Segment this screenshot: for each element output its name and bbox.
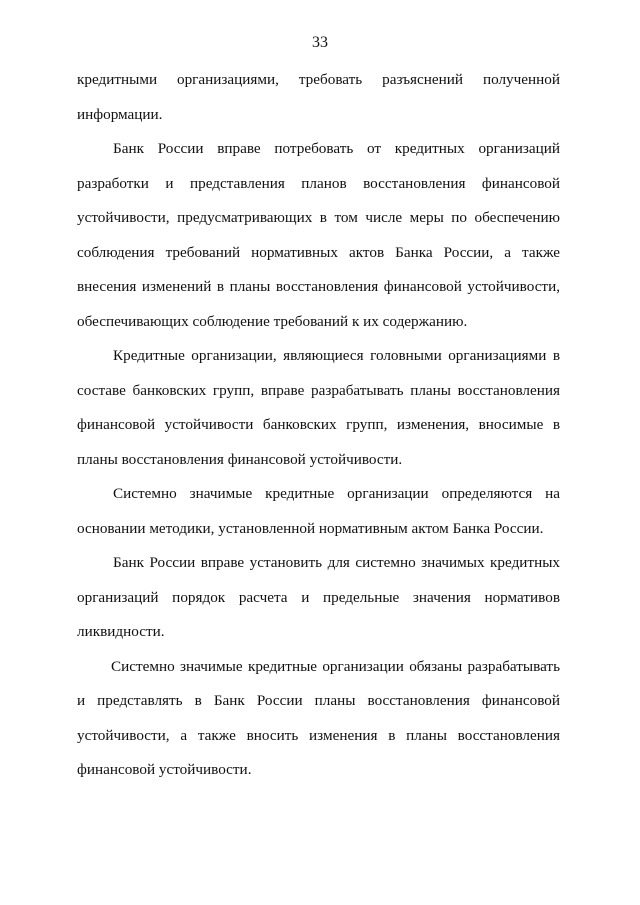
text-line: Кредитные организации, являющиеся головными организациями в xyxy=(113,347,560,364)
page-number: 33 xyxy=(312,34,328,51)
document-body xyxy=(77,70,560,795)
text-line: обеспечивающих соблюдение требований к их содержанию. xyxy=(77,312,468,330)
text-line: разработки и представления планов восстановления финансовой xyxy=(77,174,560,192)
text-line: Банк России вправе установить для системно значимых кредитных xyxy=(113,554,560,571)
text-line: устойчивости, а также вносить изменения в планы восстановления xyxy=(77,726,560,744)
paragraph-1 xyxy=(77,70,560,139)
text-line: внесения изменений в планы восстановления финансовой устойчивости, xyxy=(77,278,560,295)
text-line: кредитными организациями, требовать разъяснений полученной xyxy=(77,71,560,88)
text-line: и представлять в Банк России планы восстановления финансовой xyxy=(77,692,560,709)
text-line: устойчивости, предусматривающих в том числе меры по обеспечению xyxy=(77,209,560,226)
paragraph-2 xyxy=(77,139,560,346)
text-line: информации. xyxy=(77,105,163,123)
text-line: организаций порядок расчета и предельные значения нормативов xyxy=(77,588,560,606)
text-line: финансовой устойчивости. xyxy=(77,761,252,778)
text-line: Банк России вправе потребовать от кредитных организаций xyxy=(113,140,560,157)
text-line: Системно значимые кредитные организации обязаны разрабатывать xyxy=(111,657,560,675)
text-line: планы восстановления финансовой устойчивости. xyxy=(77,450,403,468)
text-line: ликвидности. xyxy=(77,623,165,640)
text-line: составе банковских групп, вправе разрабатывать планы восстановления xyxy=(77,381,560,399)
paragraph-3 xyxy=(77,346,560,484)
paragraph-5 xyxy=(77,553,560,657)
text-line: финансовой устойчивости банковских групп, изменения, вносимые в xyxy=(77,416,560,433)
paragraph-6 xyxy=(77,657,560,795)
text-line: Системно значимые кредитные организации определяются на xyxy=(113,485,560,502)
text-line: соблюдения требований нормативных актов Банка России, а также xyxy=(77,243,560,261)
paragraph-4 xyxy=(77,484,560,553)
text-line: основании методики, установленной нормативным актом Банка России. xyxy=(77,519,544,537)
